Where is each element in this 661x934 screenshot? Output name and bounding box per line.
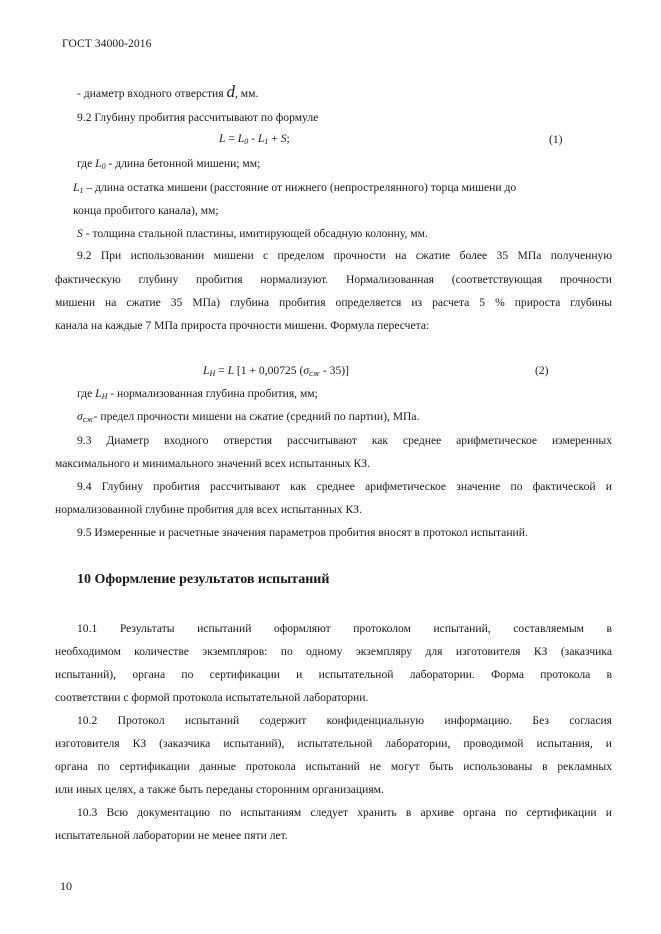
- formula-var: σ: [303, 364, 310, 377]
- clause-10-3-line-1: 10.3 Всю документацию по испытаниям следует хранить в архиве органа по сертификации и: [77, 806, 612, 819]
- formula-2: [203, 364, 349, 378]
- clause-9-2-line-2: фактическую глубину пробития нормализуют. Нормализованная (соответствующая прочности: [55, 273, 612, 286]
- formula-op: -: [248, 132, 258, 145]
- subscript: 1: [79, 186, 84, 195]
- variable: L: [95, 157, 102, 170]
- variable: L: [73, 181, 80, 194]
- formula-op: - 35)]: [319, 364, 349, 377]
- clause-9-2-line-3: мишени на сжатие 35 МПа) глубина пробития определяется из расчета 5 % прироста глубины: [55, 296, 612, 309]
- formula-subscript: сж: [309, 369, 320, 378]
- formula-op: +: [268, 132, 281, 145]
- clause-9-5: 9.5 Измеренные и расчетные значения параметров пробития вносят в протокол испытаний.: [77, 526, 528, 539]
- clause-10-1-line-4: соответствии с формой протокола испытательной лаборатории.: [55, 691, 369, 704]
- clause-9-4-line-2: нормализованной глубине пробития для всех испытанных КЗ.: [55, 503, 362, 516]
- clause-9-2-intro: 9.2 Глубину пробития рассчитывают по формуле: [77, 111, 319, 124]
- clause-10-2-line-1: 10.2 Протокол испытаний содержит конфиденциальную информацию. Без согласия: [77, 714, 612, 727]
- formula-2-number: (2): [535, 364, 549, 377]
- definition-sigma: [77, 409, 419, 428]
- text-fragment: - длина бетонной мишени; мм;: [105, 157, 261, 170]
- clause-10-1-line-2: необходимом количестве экземпляров: по одному экземпляру для изготовителя КЗ (заказчика: [55, 645, 612, 658]
- variable-d: d: [226, 82, 235, 101]
- formula-var: L: [257, 132, 265, 145]
- clause-9-4-line-1: 9.4 Глубину пробития рассчитывают как среднее арифметическое значение по фактической и: [77, 480, 612, 493]
- formula-op: ;: [286, 132, 290, 145]
- definition-S: [77, 226, 428, 242]
- clause-10-3-line-2: испытательной лаборатории не менее пяти лет.: [55, 829, 288, 842]
- formula-subscript: 1: [264, 137, 269, 146]
- clause-10-2-line-3: органа по сертификации данные протокола испытаний не могут быть использованы в рекламных: [55, 760, 612, 773]
- formula-op: =: [225, 132, 238, 145]
- formula-var: S: [280, 132, 287, 145]
- text-fragment: - диаметр входного отверстия: [77, 87, 227, 100]
- clause-10-1-line-3: испытаний), органа по сертификации и испытательной лаборатории. Форма протокола в: [55, 668, 612, 681]
- section-10-heading: 10 Оформление результатов испытаний: [77, 572, 330, 587]
- formula-var: L: [227, 364, 235, 377]
- formula-op: =: [215, 364, 228, 377]
- formula-var: L: [237, 132, 245, 145]
- subscript: сж: [82, 415, 94, 424]
- subscript: H: [101, 392, 108, 401]
- variable: σ: [77, 410, 83, 423]
- formula-subscript: 0: [244, 137, 249, 146]
- text-fragment: – длина остатка мишени (расстояние от нижнего (непрострелянного) торца мишени до: [83, 181, 517, 194]
- page-number: 10: [60, 879, 72, 893]
- variable: S: [77, 227, 83, 240]
- clause-9-3-line-1: 9.3 Диаметр входного отверстия рассчитывают как среднее арифметическое измеренных: [77, 434, 612, 447]
- formula-op: [1 + 0,00725 (: [234, 364, 304, 377]
- text-fragment: , мм.: [234, 87, 259, 100]
- formula-1: [219, 132, 290, 146]
- clause-10-2-line-4: или иных целях, а также быть переданы сторонним организациям.: [55, 783, 384, 796]
- formula-var: L: [203, 364, 210, 377]
- text-fragment: где: [77, 157, 96, 170]
- text-fragment: - предел прочности мишени на сжатие (средний по партии), МПа.: [93, 410, 420, 423]
- text-fragment: где: [77, 387, 96, 400]
- document-header: ГОСТ 34000-2016: [62, 38, 152, 50]
- formula-1-number: (1): [549, 133, 563, 146]
- subscript: 0: [101, 162, 106, 171]
- entrance-diameter-line: [77, 84, 258, 102]
- text-fragment: - нормализованная глубина пробития, мм;: [107, 387, 318, 400]
- formula-var: L: [219, 132, 226, 145]
- clause-10-1-line-1: 10.1 Результаты испытаний оформляют протоколом испытаний, составляемым в: [77, 622, 612, 635]
- definition-LH: [77, 386, 318, 405]
- definition-L1: [73, 180, 516, 199]
- clause-9-2-line-4: канала на каждые 7 МПа прироста прочности мишени. Формула пересчета:: [55, 319, 430, 332]
- clause-10-2-line-2: изготовителя КЗ (заказчика испытаний), испытательной лаборатории, проводимой испытания, и: [55, 737, 612, 750]
- clause-9-3-line-2: максимального и минимального значений всех испытанных КЗ.: [55, 457, 371, 470]
- variable: L: [95, 387, 102, 400]
- clause-9-2-line-1: 9.2 При использовании мишени с пределом прочности на сжатие более 35 МПа полученную: [77, 249, 612, 262]
- text-fragment: - толщина стальной пластины, имитирующей обсадную колонну, мм.: [82, 227, 428, 240]
- formula-subscript: H: [209, 369, 216, 378]
- definition-L0: [77, 156, 260, 175]
- definition-L1-cont: конца пробитого канала), мм;: [73, 204, 219, 217]
